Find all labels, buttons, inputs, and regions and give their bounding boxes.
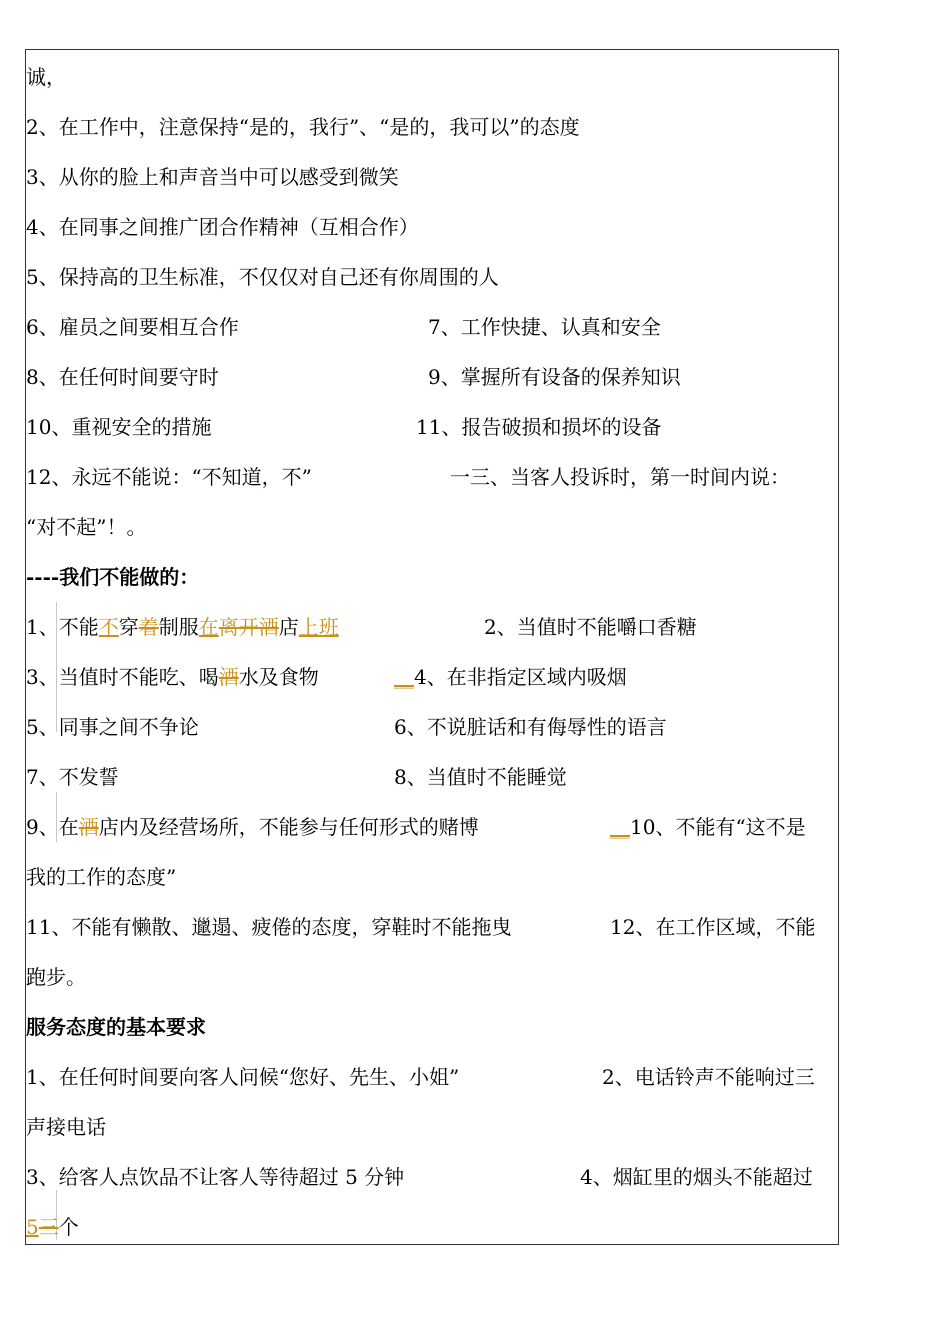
text-item: 6、不说脏话和有侮辱性的语言: [394, 715, 667, 739]
text-item: 5、同事之间不争论: [26, 715, 199, 739]
text-item: 8、当值时不能睡觉: [394, 765, 567, 789]
text-line-pair: [26, 662, 838, 692]
text-line: 2、在工作中，注意保持“是的，我行”、“是的，我可以”的态度: [26, 115, 580, 139]
text-line: “对不起”！。: [26, 515, 147, 539]
deleted-text: 离开酒: [218, 615, 279, 639]
text-line-pair: [26, 612, 838, 642]
text-item-revised: __10、不能有“这不是: [610, 815, 806, 839]
deleted-text: 三: [38, 1215, 59, 1239]
section-heading-service-attitude: 服务态度的基本要求: [26, 1015, 206, 1039]
text-item: 2、当值时不能嚼口香糖: [484, 615, 697, 639]
text-item: 6、雇员之间要相互合作: [26, 315, 239, 339]
text-item: 3、给客人点饮品不让客人等待超过 5 分钟: [26, 1165, 405, 1189]
text-item: 一三、当客人投诉时，第一时间内说：: [450, 465, 790, 489]
text-line-pair: [26, 412, 838, 442]
text-item: 12、在工作区域，不能: [610, 915, 816, 939]
text-line: 我的工作的态度”: [26, 865, 177, 889]
inserted-text: 在: [198, 615, 219, 639]
text-line-pair: [26, 362, 838, 392]
deleted-text: 酒: [218, 665, 239, 689]
text-line: 5、保持高的卫生标准，不仅仅对自己还有你周围的人: [26, 265, 499, 289]
deleted-text: 酒: [78, 815, 99, 839]
text-item: 4、烟缸里的烟头不能超过: [580, 1165, 813, 1189]
text-item: 12、永远不能说：“不知道，不”: [26, 465, 312, 489]
text-line: 声接电话: [26, 1115, 106, 1139]
inserted-text: 5: [26, 1215, 39, 1239]
text-item: 1、在任何时间要向客人问候“您好、先生、小姐”: [26, 1065, 460, 1089]
text-item: 2、电话铃声不能响过三: [602, 1065, 815, 1089]
text-line-pair: [26, 812, 838, 842]
inserted-text: __: [610, 815, 630, 839]
text-item-revised: 1、不能不穿着制服在离开酒店上班: [26, 615, 339, 639]
text-item: 7、工作快捷、认真和安全: [428, 315, 661, 339]
inserted-text: 上班: [298, 615, 339, 639]
inserted-text: 不: [98, 615, 119, 639]
text-line-pair: [26, 312, 838, 342]
text-line-pair: [26, 912, 838, 942]
text-item: 11、不能有懒散、邋遢、疲倦的态度，穿鞋时不能拖曳: [26, 915, 512, 939]
text-line-pair: [26, 462, 838, 492]
text-line-pair: [26, 1162, 838, 1192]
text-item-revised: __4、在非指定区域内吸烟: [394, 665, 627, 689]
document-page: [25, 49, 839, 1245]
section-heading-prohibited: ----我们不能做的：: [26, 565, 200, 589]
text-line-pair: [26, 712, 838, 742]
text-line: 3、从你的脸上和声音当中可以感受到微笑: [26, 165, 399, 189]
text-line-pair: [26, 1062, 838, 1092]
text-line: 4、在同事之间推广团合作精神（互相合作）: [26, 215, 419, 239]
text-line: 跑步。: [26, 965, 86, 989]
text-line: 诚，: [26, 65, 66, 89]
text-item: 11、报告破损和损坏的设备: [416, 415, 662, 439]
text-item-revised: 3、当值时不能吃、喝酒水及食物: [26, 665, 319, 689]
text-line-pair: [26, 762, 838, 792]
text-item: 10、重视安全的措施: [26, 415, 212, 439]
text-line-revised: 5三个: [26, 1215, 79, 1239]
text-item-revised: 9、在酒店内及经营场所，不能参与任何形式的赌博: [26, 815, 479, 839]
text-item: 7、不发誓: [26, 765, 119, 789]
deleted-text: 着: [138, 615, 159, 639]
inserted-text: __: [394, 665, 414, 689]
text-item: 9、掌握所有设备的保养知识: [428, 365, 681, 389]
text-item: 8、在任何时间要守时: [26, 365, 219, 389]
